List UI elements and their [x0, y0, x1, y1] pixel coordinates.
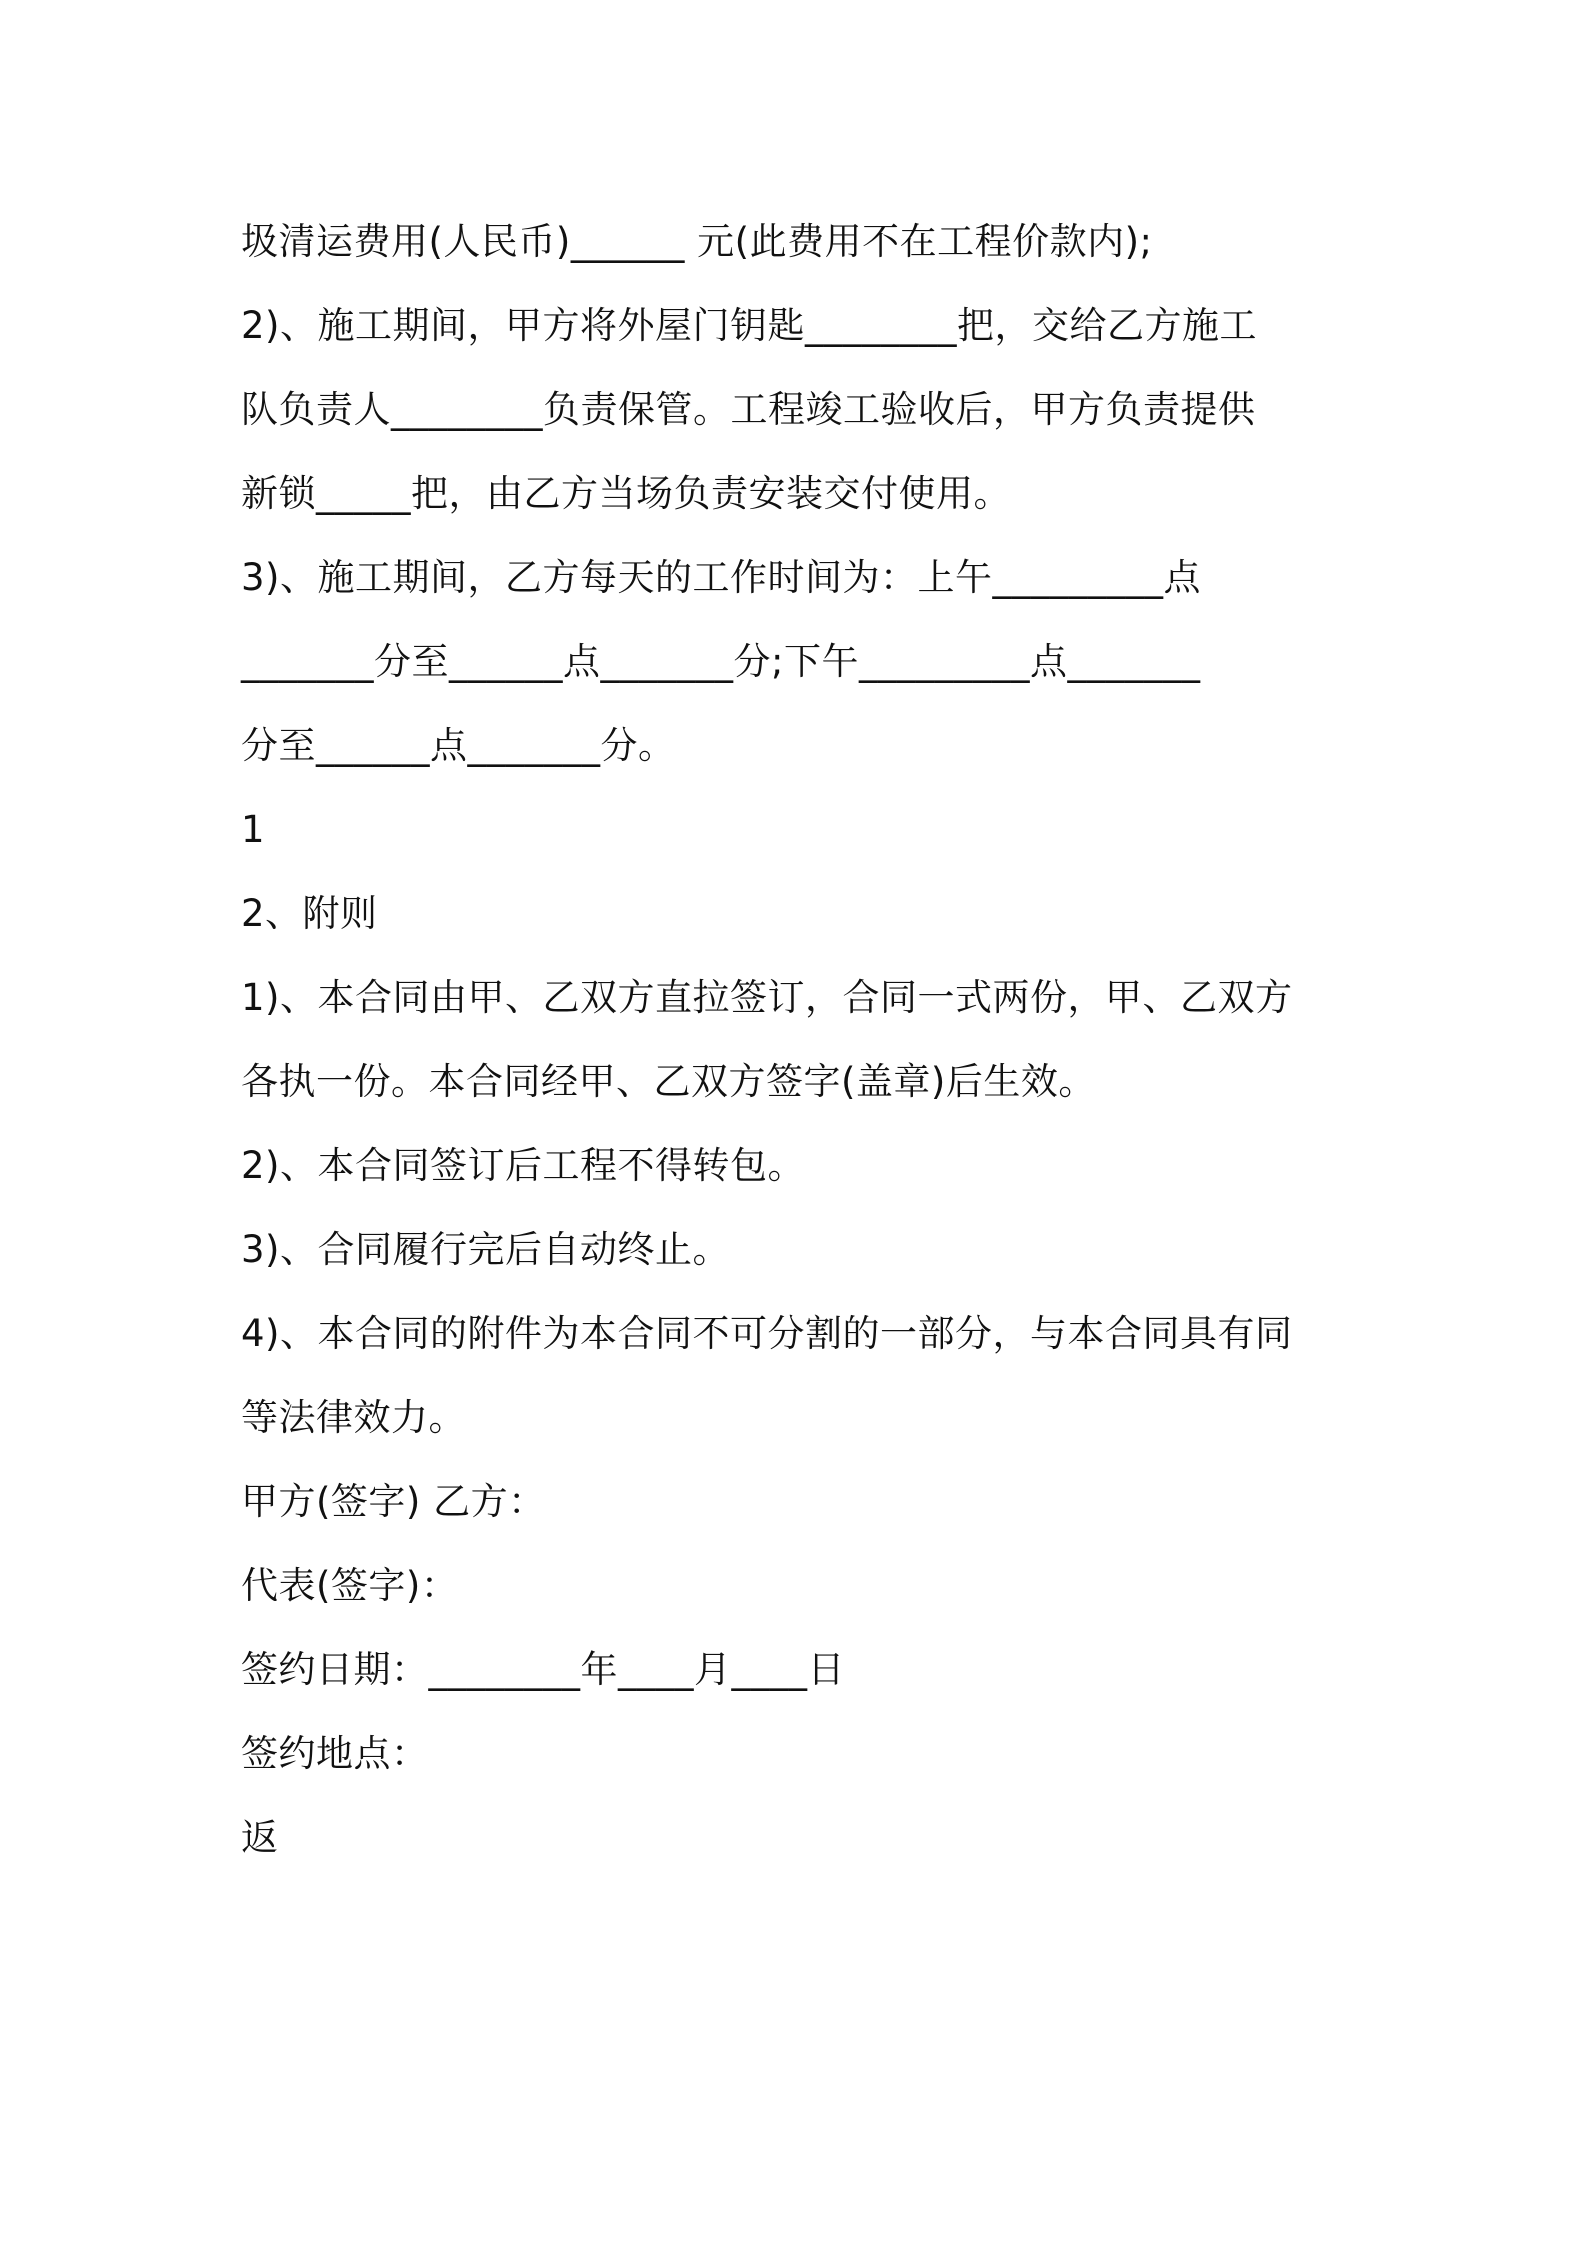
text-line-clause-2-custody: 队负责人________负责保管。工程竣工验收后，甲方负责提供 [241, 388, 1256, 431]
text-line-return: 返 [241, 1816, 279, 1859]
signing-date: 签约日期：________年____月____日 [241, 1648, 845, 1691]
text-line-clause-3-working-hours: 3)、施工期间，乙方每天的工作时间为：上午_________点 [241, 556, 1201, 599]
text-line-clause-3-time-blanks: _______分至______点_______分;下午_________点_______ [241, 640, 1201, 683]
signature-party-a-b: 甲方(签字) 乙方： [241, 1480, 546, 1523]
text-line-waste-fee: 圾清运费用(人民币)______ 元(此费用不在工程价款内); [241, 220, 1153, 263]
text-line-clause-2-new-lock: 新锁_____把，由乙方当场负责安装交付使用。 [241, 472, 1011, 515]
text-line-supp-3: 3)、合同履行完后自动终止。 [241, 1228, 730, 1271]
text-line-supp-4: 4)、本合同的附件为本合同不可分割的一部分，与本合同具有同 [241, 1312, 1293, 1355]
section-heading-supplementary: 2、附则 [241, 892, 378, 935]
signature-representative: 代表(签字)： [241, 1564, 459, 1607]
text-line-supp-2: 2)、本合同签订后工程不得转包。 [241, 1144, 805, 1187]
document-body [241, 200, 1351, 1880]
text-line-clause-3-end: 分至______点_______分。 [241, 724, 676, 767]
signing-location: 签约地点： [241, 1732, 429, 1775]
text-line-supp-1-cont: 各执一份。本合同经甲、乙双方签字(盖章)后生效。 [241, 1060, 1096, 1103]
page-number: 1 [241, 808, 266, 851]
text-line-clause-2-keys: 2)、施工期间，甲方将外屋门钥匙________把，交给乙方施工 [241, 304, 1257, 347]
text-line-supp-1: 1)、本合同由甲、乙双方直拉签订，合同一式两份，甲、乙双方 [241, 976, 1293, 1019]
text-line-supp-4-cont: 等法律效力。 [241, 1396, 466, 1439]
